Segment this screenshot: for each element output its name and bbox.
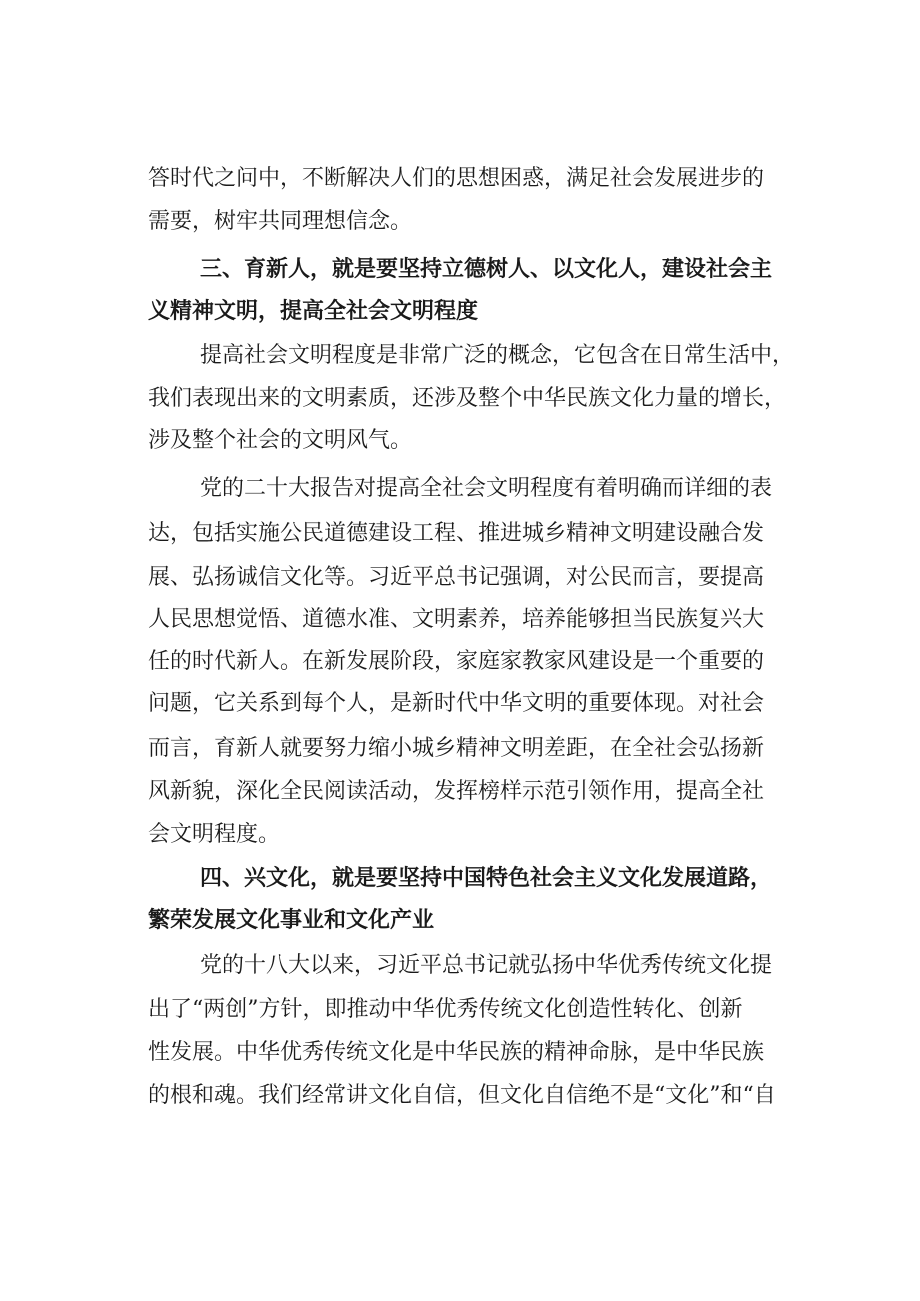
text-line: 党的十八大以来，习近平总书记就弘扬中华优秀传统文化提 [200, 953, 773, 978]
text-line: 达，包括实施公民道德建设工程、推进城乡精神文明建设融合发 [148, 521, 765, 546]
text-line: 风新貌，深化全民阅读活动，发挥榜样示范引领作用，提高全社 [148, 779, 765, 804]
text-line: 涉及整个社会的文明风气。 [148, 428, 413, 453]
text-line: 出了“两创”方针，即推动中华优秀传统文化创造性转化、创新 [148, 997, 743, 1022]
text-line: 答时代之问中，不断解决人们的思想困惑，满足社会发展进步的 [148, 166, 765, 191]
text-line: 我们表现出来的文明素质，还涉及整个中华民族文化力量的增长， [148, 386, 787, 411]
text-line: 展、弘扬诚信文化等。习近平总书记强调，对公民而言，要提高 [148, 565, 765, 590]
text-line: 需要，树牢共同理想信念。 [148, 209, 413, 234]
text-line: 问题，它关系到每个人，是新时代中华文明的重要体现。对社会 [148, 691, 765, 716]
text-line: 性发展。中华优秀传统文化是中华民族的精神命脉，是中华民族 [148, 1040, 765, 1065]
text-line: 而言，育新人就要努力缩小城乡精神文明差距，在全社会弘扬新 [148, 736, 765, 761]
text-line: 的根和魂。我们经常讲文化自信，但文化自信绝不是“文化”和“自 [148, 1083, 776, 1108]
text-line: 会文明程度。 [148, 822, 281, 847]
heading-line: 三、育新人，就是要坚持立德树人、以文化人，建设社会主 [200, 257, 773, 282]
text-line: 任的时代新人。在新发展阶段，家庭家教家风建设是一个重要的 [148, 649, 765, 674]
text-line: 人民思想觉悟、道德水准、文明素养，培养能够担当民族复兴大 [148, 607, 765, 632]
heading-line: 四、兴文化，就是要坚持中国特色社会主义文化发展道路， [200, 866, 773, 891]
heading-line: 义精神文明，提高全社会文明程度 [148, 299, 479, 324]
text-line: 提高社会文明程度是非常广泛的概念，它包含在日常生活中， [200, 343, 795, 368]
heading-line: 繁荣发展文化事业和文化产业 [148, 908, 435, 933]
text-line: 党的二十大报告对提高全社会文明程度有着明确而详细的表 [200, 476, 773, 501]
